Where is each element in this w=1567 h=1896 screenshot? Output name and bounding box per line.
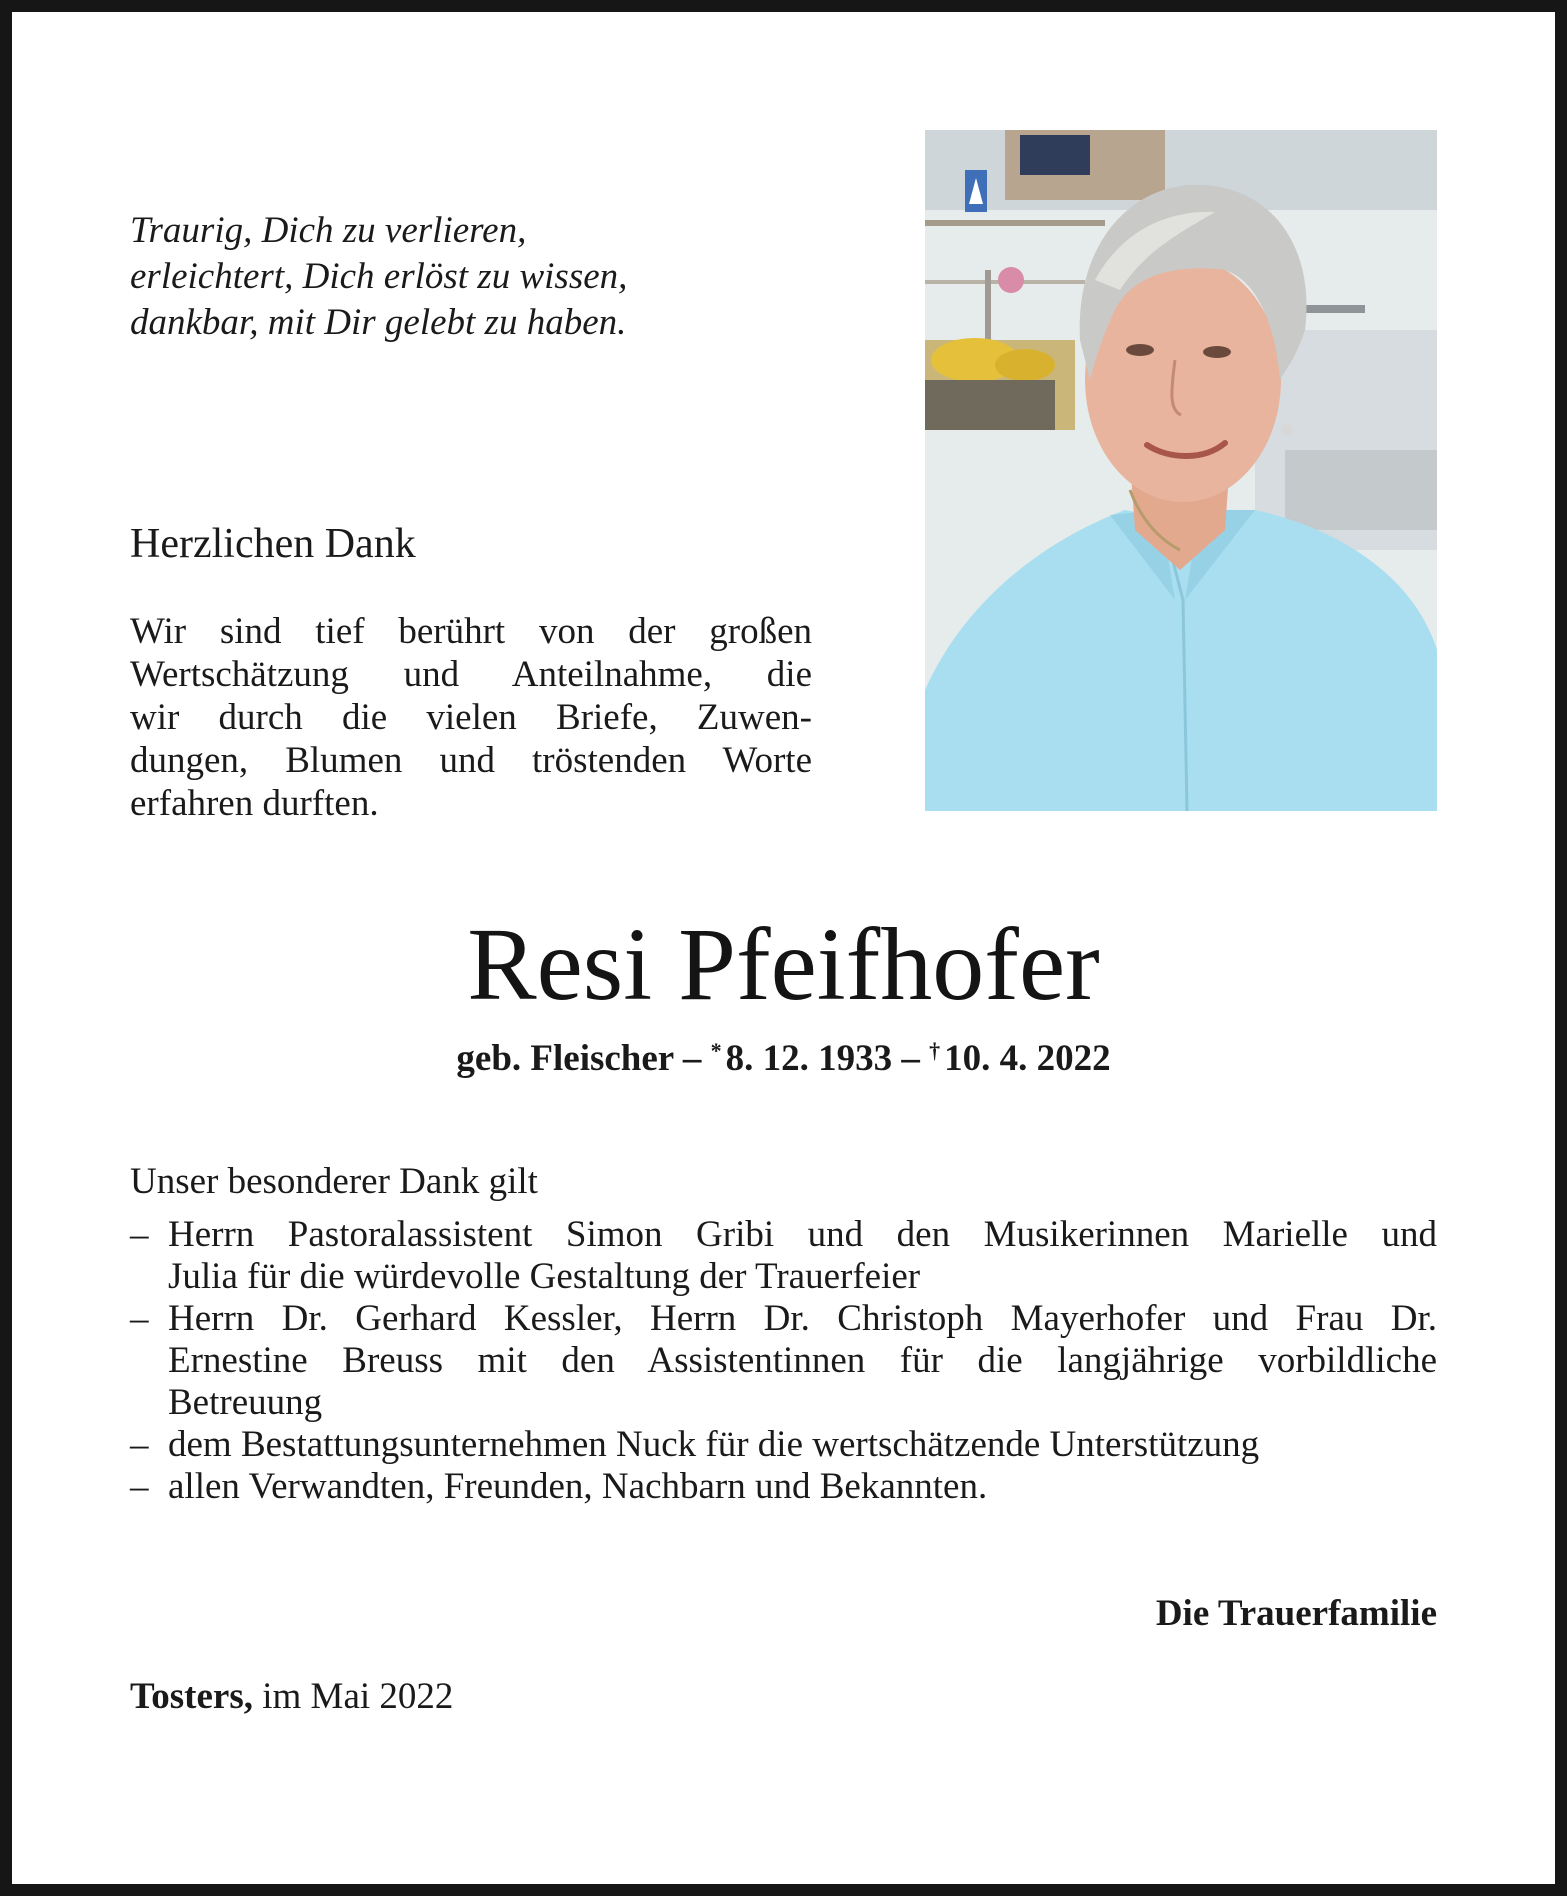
list-item	[130, 1298, 1437, 1424]
list-dash: –	[130, 1298, 149, 1339]
list-item	[130, 1214, 1437, 1298]
list-dash: –	[130, 1466, 149, 1507]
quote-line: erleichtert, Dich erlöst zu wissen,	[130, 256, 628, 297]
list-item-line: Herrn Pastoralassistent Simon Gribi und den Musikerinnen Marielle und	[168, 1214, 1437, 1255]
quote-line: dankbar, mit Dir gelebt zu haben.	[130, 302, 627, 343]
birth-date: 8. 12. 1933	[725, 1038, 893, 1079]
list-item-line: allen Verwandten, Freunden, Nachbarn und Bekannten.	[168, 1466, 988, 1507]
portrait-illustration	[925, 130, 1437, 811]
list-item	[130, 1466, 1437, 1508]
list-item	[130, 1424, 1437, 1466]
thanks-paragraph	[130, 610, 812, 825]
died-symbol: †	[929, 1038, 941, 1063]
special-thanks-intro: Unser besonderer Dank gilt	[130, 1161, 538, 1202]
thanks-heading: Herzlichen Dank	[130, 521, 416, 567]
maiden-name: geb. Fleischer	[456, 1038, 674, 1079]
dates-separator: –	[901, 1038, 920, 1079]
list-item-line: Betreuung	[168, 1382, 323, 1423]
place-date: im Mai 2022	[262, 1676, 454, 1717]
memorial-quote	[130, 208, 730, 346]
list-item-line: Julia für die würdevolle Gestaltung der Trauerfeier	[168, 1256, 921, 1297]
list-dash: –	[130, 1424, 149, 1465]
death-date: 10. 4. 2022	[944, 1038, 1111, 1079]
thanks-line: dungen, Blumen und tröstenden Worte	[130, 740, 812, 781]
thanks-line: Wertschätzung und Anteilnahme, die	[130, 654, 812, 695]
thanks-line: Wir sind tief berührt von der großen	[130, 611, 812, 652]
born-symbol: *	[710, 1038, 722, 1063]
list-item-line: Herrn Dr. Gerhard Kessler, Herrn Dr. Christoph Mayerhofer und Frau Dr.	[168, 1298, 1437, 1339]
signature: Die Trauerfamilie	[1155, 1593, 1437, 1634]
place-town: Tosters,	[130, 1676, 253, 1717]
place-and-date	[130, 1674, 453, 1720]
thanks-line: erfahren durften.	[130, 783, 379, 824]
deceased-name: Resi Pfeifhofer	[467, 907, 1100, 1022]
special-thanks-list	[130, 1214, 1437, 1508]
quote-line: Traurig, Dich zu verlieren,	[130, 210, 527, 251]
portrait-photo	[925, 130, 1437, 811]
thanks-line: wir durch die vielen Briefe, Zuwen-	[130, 697, 812, 738]
list-item-line: dem Bestattungsunternehmen Nuck für die wertschätzende Unterstützung	[168, 1424, 1260, 1465]
list-item-line: Ernestine Breuss mit den Assistentinnen für die langjährige vorbildliche	[168, 1340, 1437, 1381]
dates-separator: –	[682, 1038, 702, 1079]
list-dash: –	[130, 1214, 149, 1255]
life-dates	[0, 1036, 1567, 1086]
